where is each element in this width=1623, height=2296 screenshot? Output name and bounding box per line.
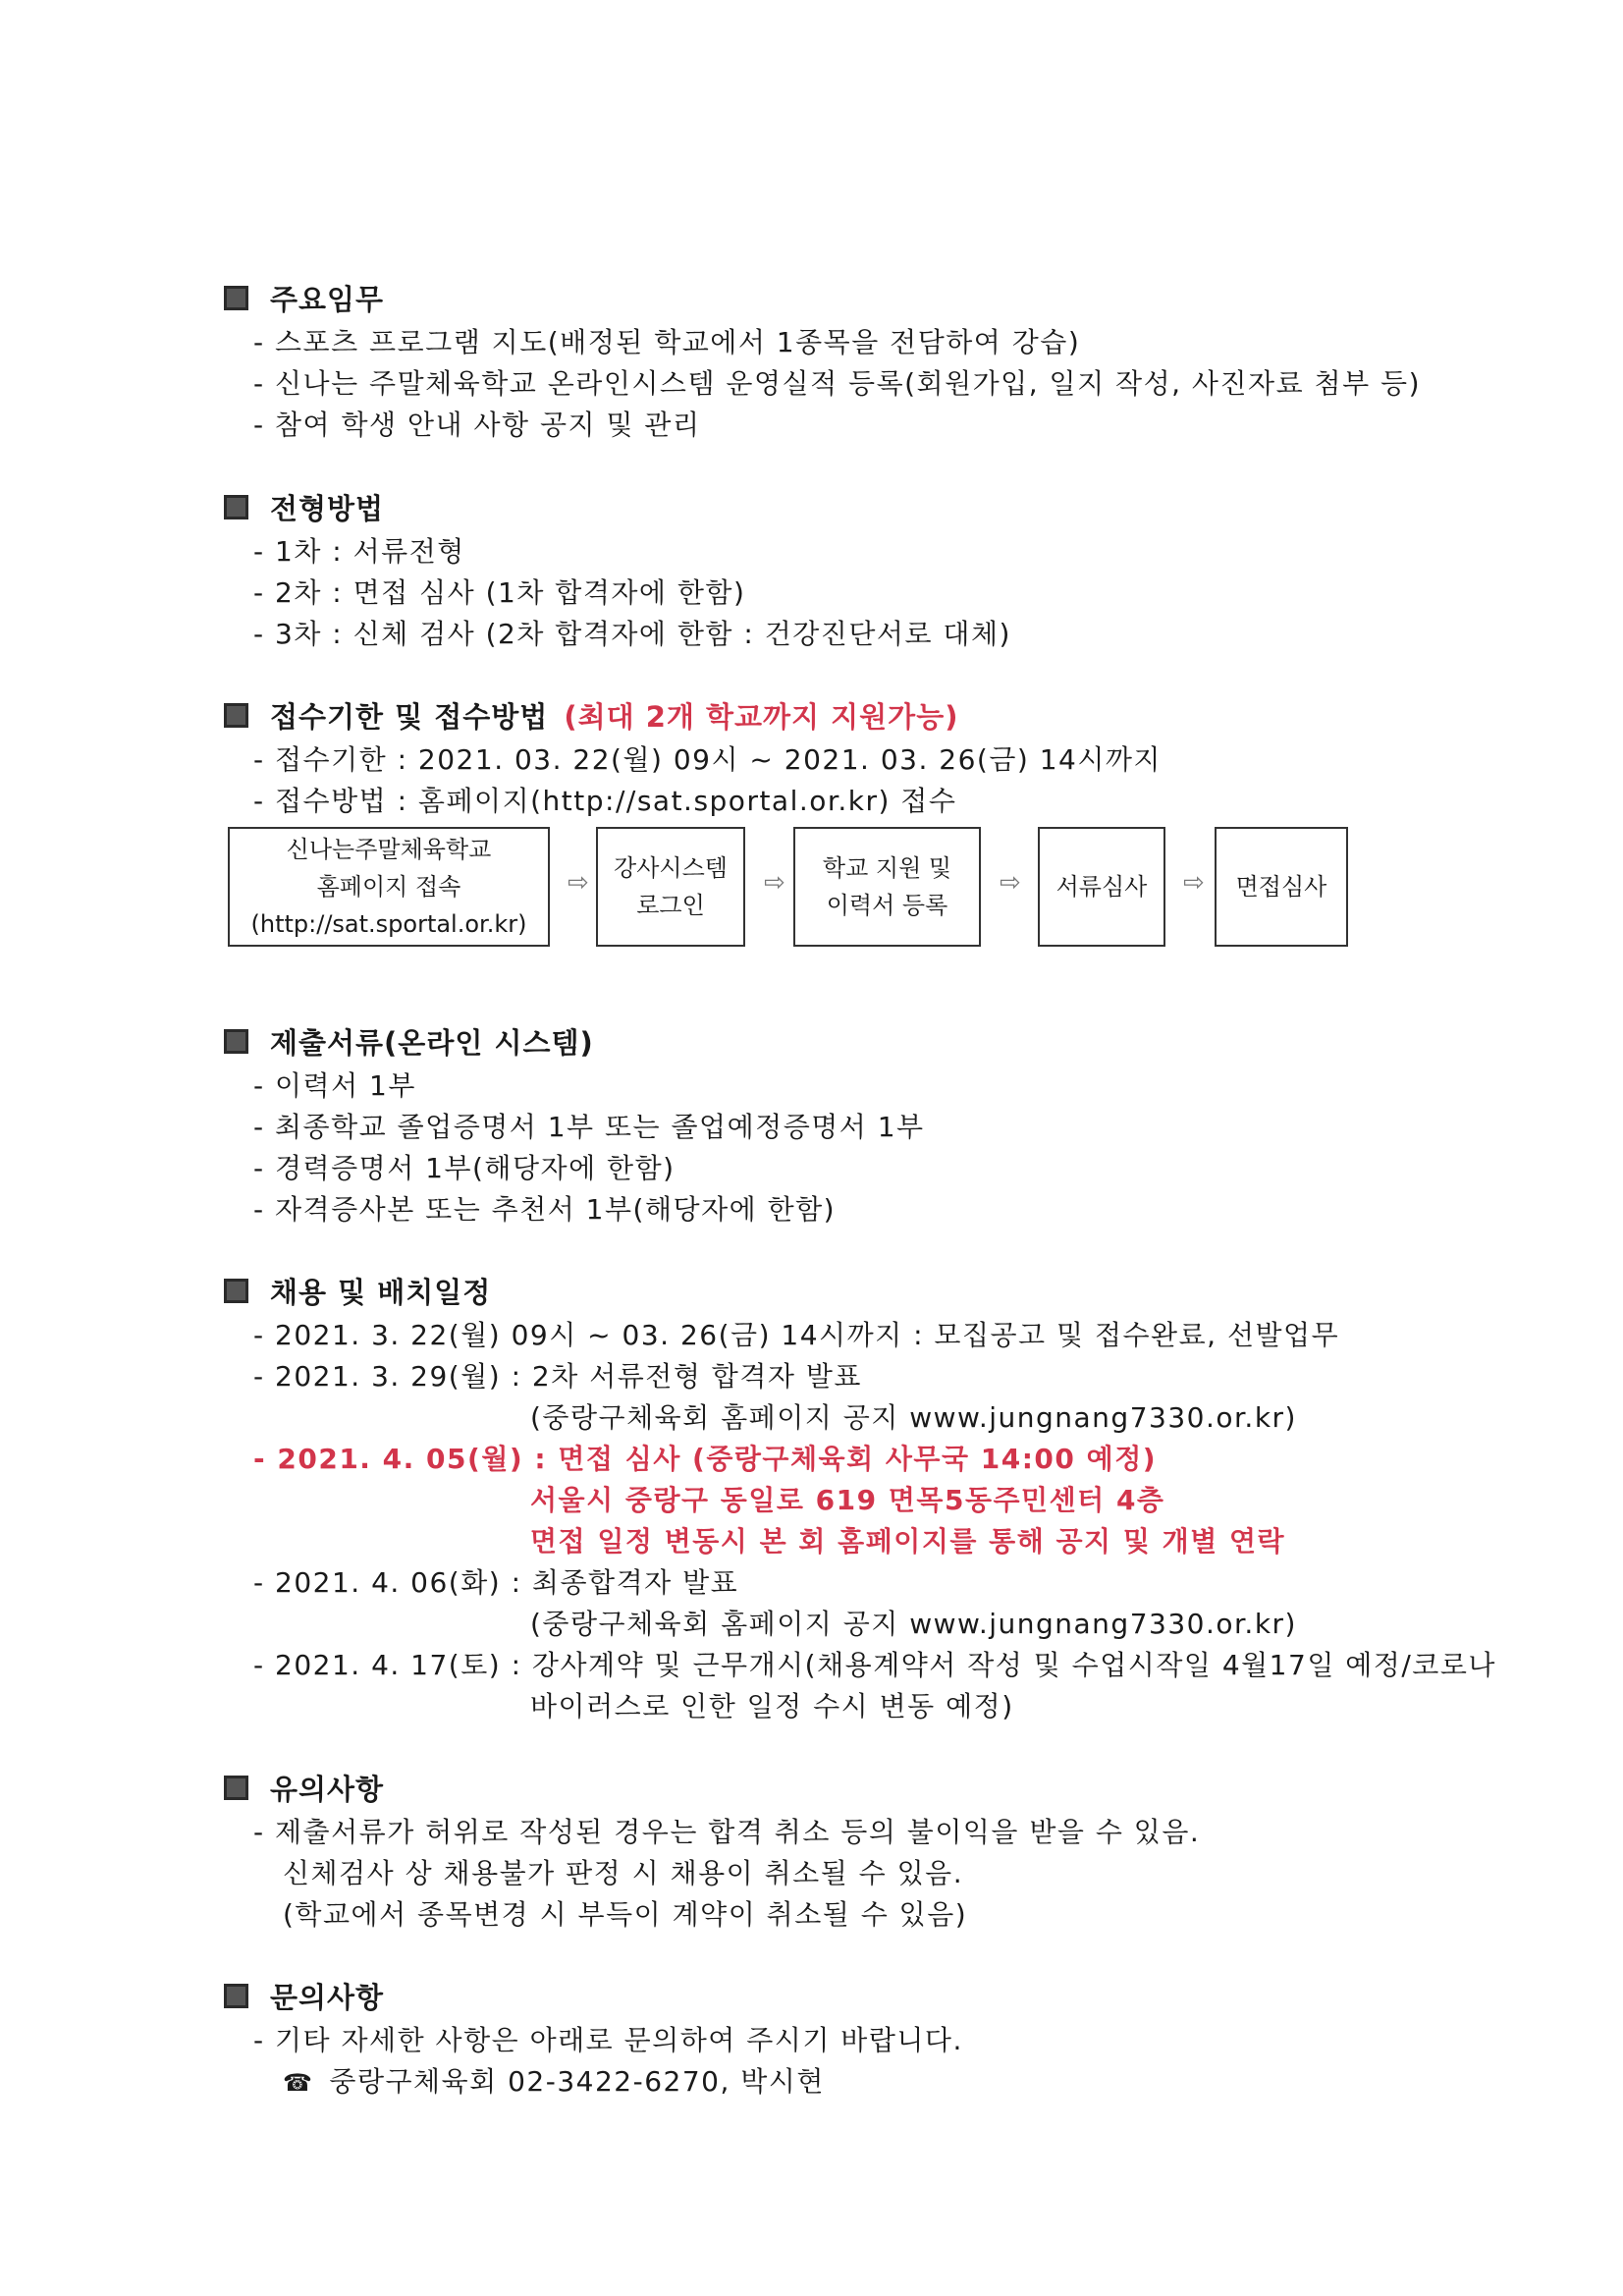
section-title: 주요임무 (270, 283, 385, 316)
flow-step-line: 홈페이지 접속 (316, 873, 461, 901)
list-item: - 기타 자세한 사항은 아래로 문의하여 주시기 바랍니다. (253, 2024, 963, 2056)
phone-icon: ☎ (283, 2069, 314, 2097)
list-item: - 1차 : 서류전형 (253, 535, 465, 568)
list-item: - 신나는 주말체육학교 온라인시스템 운영실적 등록(회원가입, 일지 작성, 사진자료 첨부 등) (253, 367, 1421, 400)
section-duties-heading (224, 278, 384, 318)
flow-step-line: 신나는주말체육학교 (286, 836, 492, 863)
square-bullet-icon (224, 286, 248, 310)
section-schedule-heading (224, 1271, 491, 1311)
flow-step-document-review (1038, 827, 1165, 947)
section-selection-heading (224, 487, 384, 527)
arrow-right-icon: ⇨ (1000, 868, 1021, 898)
square-bullet-icon (224, 1279, 248, 1303)
flow-step-line: 이력서 등록 (826, 892, 948, 919)
list-item-continued: (학교에서 종목변경 시 부득이 계약이 취소될 수 있음) (283, 1898, 968, 1931)
flow-step-line: 면접심사 (1235, 873, 1327, 901)
flow-step-interview (1215, 827, 1348, 947)
schedule-row-detail: 바이러스로 인한 일정 수시 변동 예정) (530, 1690, 1014, 1722)
application-note: (최대 2개 학교까지 지원가능) (564, 700, 959, 734)
flow-step-line: 로그인 (636, 892, 705, 919)
schedule-row-highlight: - 2021. 4. 05(월) : 면접 심사 (중랑구체육회 사무국 14:00 예정) (253, 1443, 1158, 1475)
section-inquiry-heading (224, 1976, 384, 2016)
section-title: 접수기한 및 접수방법 (270, 700, 549, 734)
square-bullet-icon (224, 495, 248, 519)
section-title: 제출서류(온라인 시스템) (270, 1026, 594, 1060)
section-title: 문의사항 (270, 1981, 385, 2014)
section-documents-heading (224, 1021, 594, 1062)
list-item: - 제출서류가 허위로 작성된 경우는 합격 취소 등의 불이익을 받을 수 있음. (253, 1816, 1201, 1848)
list-item: - 이력서 1부 (253, 1069, 416, 1102)
schedule-row-detail: (중랑구체육회 홈페이지 공지 www.jungnang7330.or.kr) (530, 1401, 1297, 1434)
square-bullet-icon (224, 1984, 248, 2008)
arrow-right-icon: ⇨ (568, 868, 589, 898)
list-item: - 스포츠 프로그램 지도(배정된 학교에서 1종목을 전담하여 강습) (253, 326, 1081, 358)
list-item: - 3차 : 신체 검사 (2차 합격자에 한함 : 건강진단서로 대체) (253, 618, 1011, 650)
square-bullet-icon (224, 703, 248, 728)
schedule-row: - 2021. 3. 22(월) 09시 ~ 03. 26(금) 14시까지 : 모집공고 및 접수완료, 선발업무 (253, 1319, 1340, 1351)
section-title: 채용 및 배치일정 (270, 1276, 492, 1309)
arrow-right-icon: ⇨ (1183, 868, 1205, 898)
list-item: - 접수기한 : 2021. 03. 22(월) 09시 ~ 2021. 03. 26(금) 14시까지 (253, 743, 1162, 776)
list-item: - 경력증명서 1부(해당자에 한함) (253, 1152, 676, 1184)
flow-step-line: 학교 지원 및 (822, 854, 952, 882)
schedule-row-highlight-detail: 서울시 중랑구 동일로 619 면목5동주민센터 4층 (530, 1484, 1165, 1516)
list-item: - 자격증사본 또는 추천서 1부(해당자에 한함) (253, 1193, 837, 1226)
square-bullet-icon (224, 1029, 248, 1054)
contact-info: 중랑구체육회 02-3422-6270, 박시현 (329, 2065, 825, 2098)
list-item: - 참여 학생 안내 사항 공지 및 관리 (253, 409, 701, 441)
section-title: 전형방법 (270, 492, 385, 525)
contact-line (283, 2060, 825, 2100)
schedule-row: - 2021. 4. 17(토) : 강사계약 및 근무개시(채용계약서 작성 및 수업시작일 4월17일 예정/코로나 (253, 1649, 1496, 1681)
list-item: - 최종학교 졸업증명서 1부 또는 졸업예정증명서 1부 (253, 1111, 925, 1143)
flow-step-apply (793, 827, 981, 947)
list-item-continued: 신체검사 상 채용불가 판정 시 채용이 취소될 수 있음. (283, 1857, 964, 1889)
flow-step-line: 서류심사 (1055, 873, 1148, 901)
schedule-row-detail: (중랑구체육회 홈페이지 공지 www.jungnang7330.or.kr) (530, 1608, 1297, 1640)
flow-step-line: 강사시스템 (614, 854, 728, 882)
square-bullet-icon (224, 1776, 248, 1800)
section-cautions-heading (224, 1768, 384, 1808)
flow-step-homepage (228, 827, 550, 947)
section-application-heading (224, 695, 958, 736)
flow-step-line: (http://sat.sportal.or.kr) (250, 910, 527, 938)
schedule-row: - 2021. 3. 29(월) : 2차 서류전형 합격자 발표 (253, 1360, 862, 1393)
section-title: 유의사항 (270, 1773, 385, 1806)
flow-step-login (596, 827, 745, 947)
arrow-right-icon: ⇨ (764, 868, 785, 898)
list-item: - 2차 : 면접 심사 (1차 합격자에 한함) (253, 576, 746, 609)
list-item: - 접수방법 : 홈페이지(http://sat.sportal.or.kr) 접수 (253, 785, 957, 817)
schedule-row: - 2021. 4. 06(화) : 최종합격자 발표 (253, 1566, 739, 1599)
schedule-row-highlight-detail: 면접 일정 변동시 본 회 홈페이지를 통해 공지 및 개별 연락 (530, 1525, 1286, 1558)
